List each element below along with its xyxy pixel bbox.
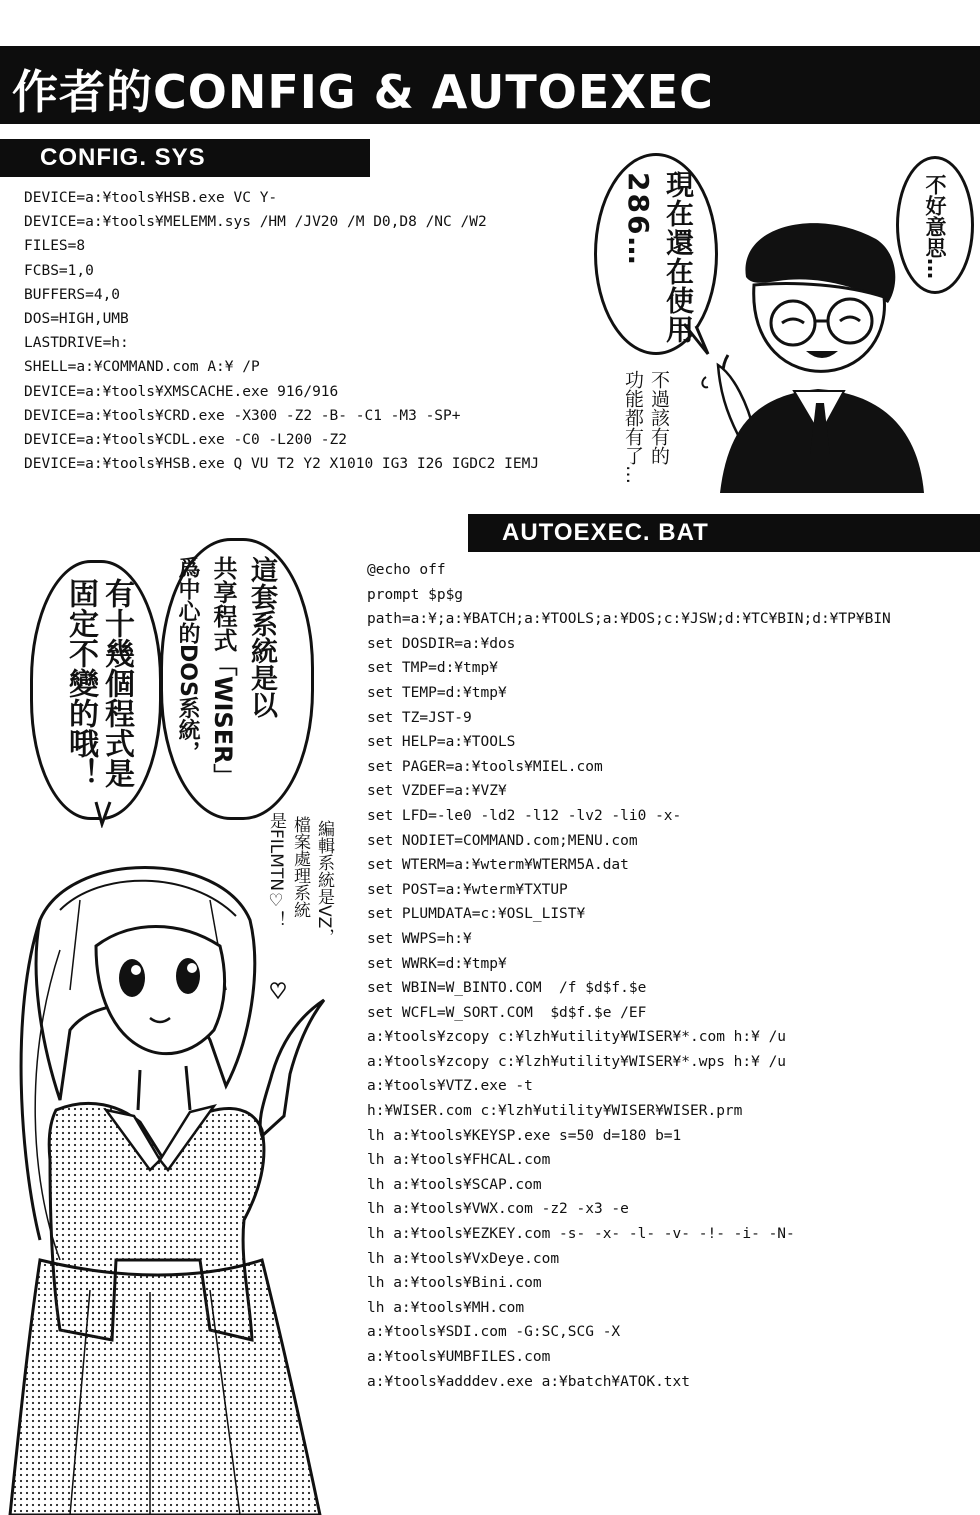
autoexec-line: set WCFL=W_SORT.COM $d$f.$e /EF (367, 1004, 647, 1021)
config-line: FILES=8 (24, 238, 86, 255)
autoexec-bat-listing (367, 558, 891, 1394)
speech-wiser-col1: 這套系統是以 (246, 556, 277, 718)
speech-bubble-fixed-tail (92, 800, 116, 828)
autoexec-line: lh a:¥tools¥MH.com (367, 1299, 525, 1316)
autoexec-bat-heading-bar (468, 514, 980, 552)
autoexec-line: a:¥tools¥SDI.com -G:SC,SCG -X (367, 1324, 621, 1341)
autoexec-line: set NODIET=COMMAND.com;MENU.com (367, 832, 638, 849)
girl-pointing-illustration (0, 860, 360, 1515)
config-line: FCBS=1,0 (24, 262, 94, 279)
autoexec-line: set TZ=JST-9 (367, 709, 472, 726)
speech-286-col1: 現在還在使用 (662, 170, 695, 344)
autoexec-line: lh a:¥tools¥KEYSP.exe s=50 d=180 b=1 (367, 1127, 682, 1144)
config-line: DEVICE=a:¥tools¥HSB.exe Q VU T2 Y2 X1010 IG3 I26 IGDC2 IEMJ (24, 456, 540, 473)
autoexec-line: set WWRK=d:¥tmp¥ (367, 955, 507, 972)
config-line: DEVICE=a:¥tools¥HSB.exe VC Y- (24, 190, 278, 206)
config-sys-heading-bar (0, 139, 370, 177)
autoexec-line: set LFD=-le0 -ld2 -l12 -lv2 -li0 -x- (367, 807, 682, 824)
autoexec-line: lh a:¥tools¥Bini.com (367, 1275, 542, 1292)
autoexec-line: a:¥tools¥adddev.exe a:¥batch¥ATOK.txt (367, 1373, 691, 1390)
config-line: BUFFERS=4,0 (24, 286, 121, 303)
autoexec-line: path=a:¥;a:¥BATCH;a:¥TOOLS;a:¥DOS;c:¥JSW;d:¥TC¥BIN;d:¥TP¥BIN (367, 611, 891, 628)
autoexec-line: prompt $p$g (367, 586, 464, 603)
caption-functions-col1: 不過該有的 (648, 370, 670, 465)
autoexec-line: a:¥tools¥zcopy c:¥lzh¥utility¥WISER¥*.com h:¥ /u (367, 1029, 787, 1046)
config-sys-listing (24, 186, 539, 476)
autoexec-line: set TMP=d:¥tmp¥ (367, 660, 498, 677)
caption-editor-col2: 檔案處理系統 (290, 816, 310, 918)
autoexec-line: set VZDEF=a:¥VZ¥ (367, 783, 507, 800)
config-line: DEVICE=a:¥tools¥XMSCACHE.exe 916/916 (24, 383, 339, 400)
autoexec-line: set TEMP=d:¥tmp¥ (367, 684, 507, 701)
autoexec-line: set DOSDIR=a:¥dos (367, 635, 516, 652)
boy-with-glasses-illustration (698, 205, 928, 495)
caption-functions-col2: 功能都有了… (622, 370, 644, 484)
config-line: DEVICE=a:¥tools¥CRD.exe -X300 -Z2 -B- -C1 -M3 -SP+ (24, 407, 461, 424)
autoexec-line: set WWPS=h:¥ (367, 930, 472, 947)
autoexec-bat-heading: AUTOEXEC. BAT (502, 519, 709, 546)
autoexec-line: set WBIN=W_BINTO.COM /f $d$f.$e (367, 980, 647, 997)
speech-wiser-col2: 共享程式「WISER」 (209, 556, 237, 788)
caption-editor-col1: 編輯系統是VZ， (314, 820, 334, 946)
config-line: SHELL=a:¥COMMAND.com A:¥ /P (24, 359, 260, 376)
speech-286-col2: 286… (622, 172, 655, 267)
config-line: DEVICE=a:¥tools¥CDL.exe -C0 -L200 -Z2 (24, 431, 348, 448)
config-line: DEVICE=a:¥tools¥MELEMM.sys /HM /JV20 /M D0,D8 /NC /W2 (24, 214, 487, 231)
config-line: DOS=HIGH,UMB (24, 310, 129, 327)
speech-wiser-col3: 爲中心的DOS系統， (175, 556, 200, 763)
autoexec-line: set PLUMDATA=c:¥OSL_LIST¥ (367, 906, 586, 923)
autoexec-line: lh a:¥tools¥FHCAL.com (367, 1152, 551, 1169)
autoexec-line: a:¥tools¥zcopy c:¥lzh¥utility¥WISER¥*.wps h:¥ /u (367, 1053, 787, 1070)
autoexec-line: lh a:¥tools¥EZKEY.com -s- -x- -l- -v- -!- -i- -N- (367, 1226, 795, 1243)
autoexec-line: set WTERM=a:¥wterm¥WTERM5A.dat (367, 857, 629, 874)
config-sys-heading: CONFIG. SYS (40, 144, 206, 171)
autoexec-line: a:¥tools¥UMBFILES.com (367, 1349, 551, 1365)
autoexec-line: set HELP=a:¥TOOLS (367, 734, 516, 751)
autoexec-line: lh a:¥tools¥SCAP.com (367, 1176, 542, 1193)
page-title: 作者的CONFIG & AUTOEXEC (12, 65, 714, 119)
autoexec-line: a:¥tools¥VTZ.exe -t (367, 1078, 533, 1095)
speech-fixed-col1: 有十幾個程式是 (99, 578, 134, 788)
autoexec-line: lh a:¥tools¥VWX.com -z2 -x3 -e (367, 1201, 629, 1218)
autoexec-line: @echo off (367, 562, 446, 578)
caption-editor-col3: 是FILMTN♡！ (266, 812, 286, 929)
speech-sorry: 不好意思… (923, 174, 947, 279)
config-line: LASTDRIVE=h: (24, 335, 129, 352)
speech-fixed-col2: 固定不變的哦！ (63, 578, 98, 788)
autoexec-line: set PAGER=a:¥tools¥MIEL.com (367, 758, 603, 775)
autoexec-line: h:¥WISER.com c:¥lzh¥utility¥WISER¥WISER.prm (367, 1103, 743, 1120)
autoexec-line: set POST=a:¥wterm¥TXTUP (367, 881, 568, 898)
autoexec-line: lh a:¥tools¥VxDeye.com (367, 1250, 560, 1267)
